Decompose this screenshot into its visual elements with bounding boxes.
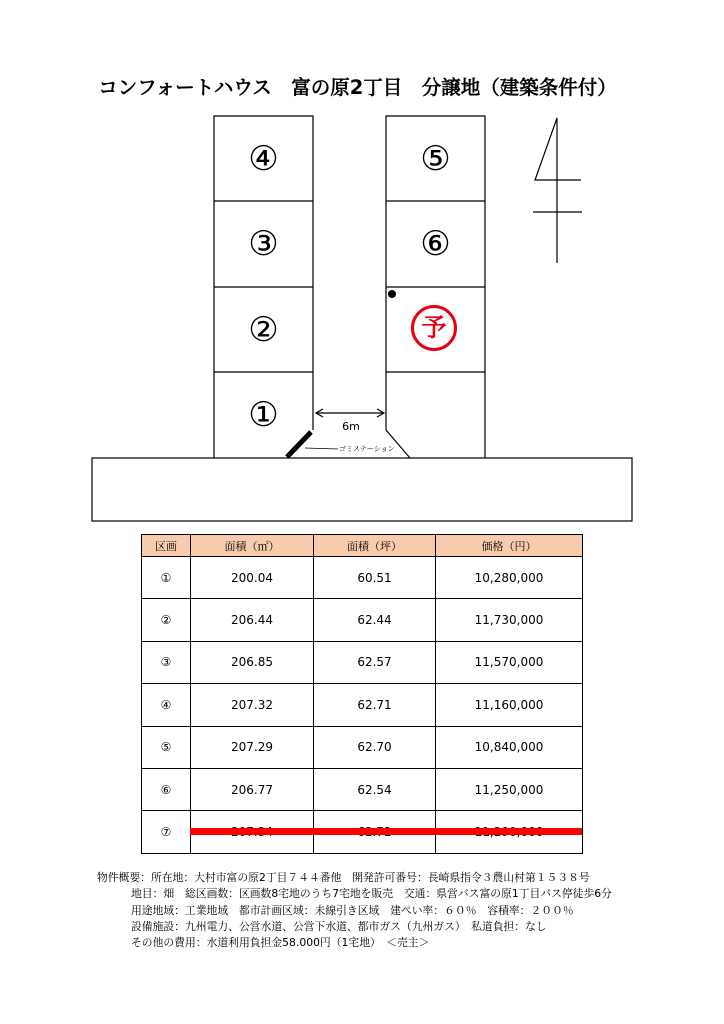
cell-lot: ④ bbox=[142, 684, 191, 726]
table-row bbox=[142, 769, 583, 811]
cell-area-sqm: 207.29 bbox=[191, 727, 314, 769]
cell-lot: ⑤ bbox=[142, 727, 191, 769]
lot-unlabeled-parcel bbox=[386, 372, 485, 458]
overview-line: 用途地域：工業地域 都市計画区域：未線引き区域 建ぺい率：６０％ 容積率：２００％ bbox=[131, 903, 574, 917]
cell-area-sqm: 207.32 bbox=[191, 684, 314, 726]
cell-price: 10,280,000 bbox=[436, 557, 583, 599]
lot-number-label: ⑥ bbox=[420, 224, 451, 264]
lot-number-label: ③ bbox=[248, 224, 279, 264]
garbage-station-label: ゴミステーション bbox=[339, 445, 395, 453]
cell-area-sqm: 206.44 bbox=[191, 599, 314, 641]
cell-area-tsubo: 62.70 bbox=[314, 727, 436, 769]
cell-lot: ③ bbox=[142, 642, 191, 684]
table-row bbox=[142, 557, 583, 599]
north-arrow-icon bbox=[533, 118, 582, 263]
cell-area-tsubo: 62.54 bbox=[314, 769, 436, 811]
cell-area-tsubo: 62.44 bbox=[314, 599, 436, 641]
cell-price: 11,570,000 bbox=[436, 642, 583, 684]
cell-lot: ⑦ bbox=[142, 811, 191, 853]
table-row bbox=[142, 684, 583, 726]
sold-strike-line bbox=[190, 828, 582, 835]
lot-number-label: ① bbox=[248, 395, 279, 435]
price-table bbox=[141, 534, 583, 854]
cell-area-tsubo: 62.71 bbox=[314, 684, 436, 726]
overview-line: 物件概要：所在地：大村市富の原2丁目７４４番他 開発許可番号：長崎県指令３農山村第１５３８号 bbox=[97, 871, 590, 884]
lot-number-label: ② bbox=[248, 309, 279, 350]
cell-area-sqm: 206.77 bbox=[191, 769, 314, 811]
header-area-tsubo: 面積（坪） bbox=[314, 535, 436, 557]
lot-1-parcel bbox=[214, 372, 313, 458]
overview-line: 設備施設：九州電力、公営水道、公営下水道、都市ガス（九州ガス） 私道負担：なし bbox=[131, 919, 547, 933]
table-row bbox=[142, 727, 583, 769]
lot-4-parcel bbox=[214, 116, 313, 201]
lot-3-parcel bbox=[214, 201, 313, 287]
public-road bbox=[92, 458, 632, 521]
cell-price: 11,730,000 bbox=[436, 599, 583, 641]
table-header-row bbox=[142, 535, 583, 557]
header-area-sqm: 面積（㎡） bbox=[191, 535, 314, 557]
road-width-label: 6m bbox=[342, 420, 360, 433]
reserved-mark: 予 bbox=[421, 313, 447, 342]
private-road bbox=[313, 116, 386, 430]
header-price: 価格（円） bbox=[436, 535, 583, 557]
cell-price: 11,160,000 bbox=[436, 684, 583, 726]
table-row bbox=[142, 642, 583, 684]
cell-area-tsubo: 60.51 bbox=[314, 557, 436, 599]
cell-price: 11,250,000 bbox=[436, 769, 583, 811]
lot-number-label: ④ bbox=[248, 138, 279, 179]
lot-5-parcel bbox=[386, 116, 485, 201]
cell-lot: ⑥ bbox=[142, 769, 191, 811]
page-title: コンフォートハウス 富の原2丁目 分譲地（建築条件付） bbox=[98, 76, 617, 99]
cell-lot: ① bbox=[142, 557, 191, 599]
cell-price: 10,840,000 bbox=[436, 727, 583, 769]
cell-area-tsubo: 62.57 bbox=[314, 642, 436, 684]
overview-line: 地目：畑 総区画数：区画数8宅地のうち7宅地を販売 交通：県営バス富の原1丁目バス停徒歩6分 bbox=[131, 887, 612, 901]
cell-area-sqm: 206.85 bbox=[191, 642, 314, 684]
lot-6-parcel bbox=[386, 201, 485, 287]
property-overview bbox=[97, 870, 612, 951]
lot-2-parcel bbox=[214, 287, 313, 372]
reserved-stamp bbox=[411, 305, 457, 351]
lot-number-label: ⑤ bbox=[420, 138, 451, 179]
table-row bbox=[142, 599, 583, 641]
cell-area-sqm: 200.04 bbox=[191, 557, 314, 599]
lot-7-parcel bbox=[386, 287, 485, 372]
cell-lot: ② bbox=[142, 599, 191, 641]
header-lot: 区画 bbox=[142, 535, 191, 557]
overview-line: その他の費用：水道利用負担金58.000円（1宅地） ＜売主＞ bbox=[131, 936, 430, 950]
